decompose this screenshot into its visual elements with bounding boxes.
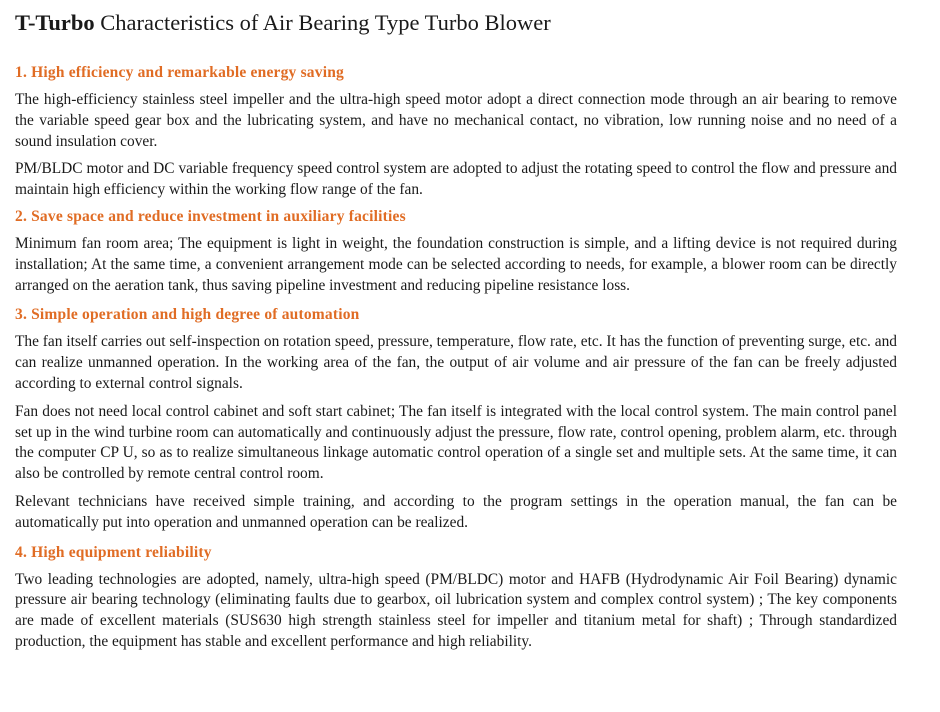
paragraph: The high-efficiency stainless steel impeller and the ultra-high speed motor adopt a direct connection mode through an air bearing to remove the variable speed gear box and the lubricating system, and have no mechanical contact, no vibration, low running noise and no need of a sound insulation cover.	[15, 91, 897, 150]
section-save-space	[15, 208, 897, 296]
paragraph: Minimum fan room area; The equipment is light in weight, the foundation construction is simple, and a lifting device is not required during installation; At the same time, a convenient arrangement mode can be selected according to needs, for example, a blower room can be directly arranged on the aeration tank, thus saving pipeline investment and reducing pipeline resistance loss.	[15, 234, 897, 294]
paragraph: PM/BLDC motor and DC variable frequency speed control system are adopted to adjust the rotating speed to control the flow and pressure and maintain high efficiency within the working flow range of the fan.	[15, 160, 897, 199]
document-page	[15, 10, 897, 660]
section-heading: 1. High efficiency and remarkable energy saving	[15, 64, 344, 81]
paragraph: Two leading technologies are adopted, namely, ultra-high speed (PM/BLDC) motor and HAFB (Hydrodynamic Air Foil Bearing) dynamic pressure air bearing technology (eliminating faults due to gearbox, oil lubrication system and complex control system) ; The key components are made of excellent materials (SUS630 high strength stainless steel for impeller and titanium metal for shaft) ; Through standardized production, the equipment has stable and excellent performance and high reliability.	[15, 570, 897, 650]
title-brand: T-Turbo	[15, 10, 95, 35]
title-text: Characteristics of Air Bearing Type Turbo Blower	[94, 10, 551, 35]
section-automation	[15, 306, 897, 533]
section-reliability	[15, 544, 897, 653]
section-heading: 3. Simple operation and high degree of automation	[15, 306, 360, 324]
paragraph: Relevant technicians have received simple training, and according to the program settings in the operation manual, the fan can be automatically put into operation and unmanned operation can be realized.	[15, 492, 897, 531]
paragraph: Fan does not need local control cabinet and soft start cabinet; The fan itself is integrated with the local control system. The main control panel set up in the wind turbine room can automatically and continuously adjust the pressure, flow rate, control opening, problem alarm, etc. through the computer CP U, so as to realize simultaneous linkage automatic control operation of a single set and multiple sets. At the same time, it can also be controlled by remote central control room.	[15, 402, 897, 483]
section-heading: 4. High equipment reliability	[15, 543, 212, 561]
document-title	[15, 10, 897, 36]
section-high-efficiency	[15, 64, 897, 201]
paragraph: The fan itself carries out self-inspection on rotation speed, pressure, temperature, flow rate, etc. It has the function of preventing surge, etc. and can realize unmanned operation. In the working area of the fan, the output of air volume and air pressure of the fan can be freely adjusted according to external control signals.	[15, 333, 897, 392]
section-heading: 2. Save space and reduce investment in auxiliary facilities	[15, 207, 406, 225]
